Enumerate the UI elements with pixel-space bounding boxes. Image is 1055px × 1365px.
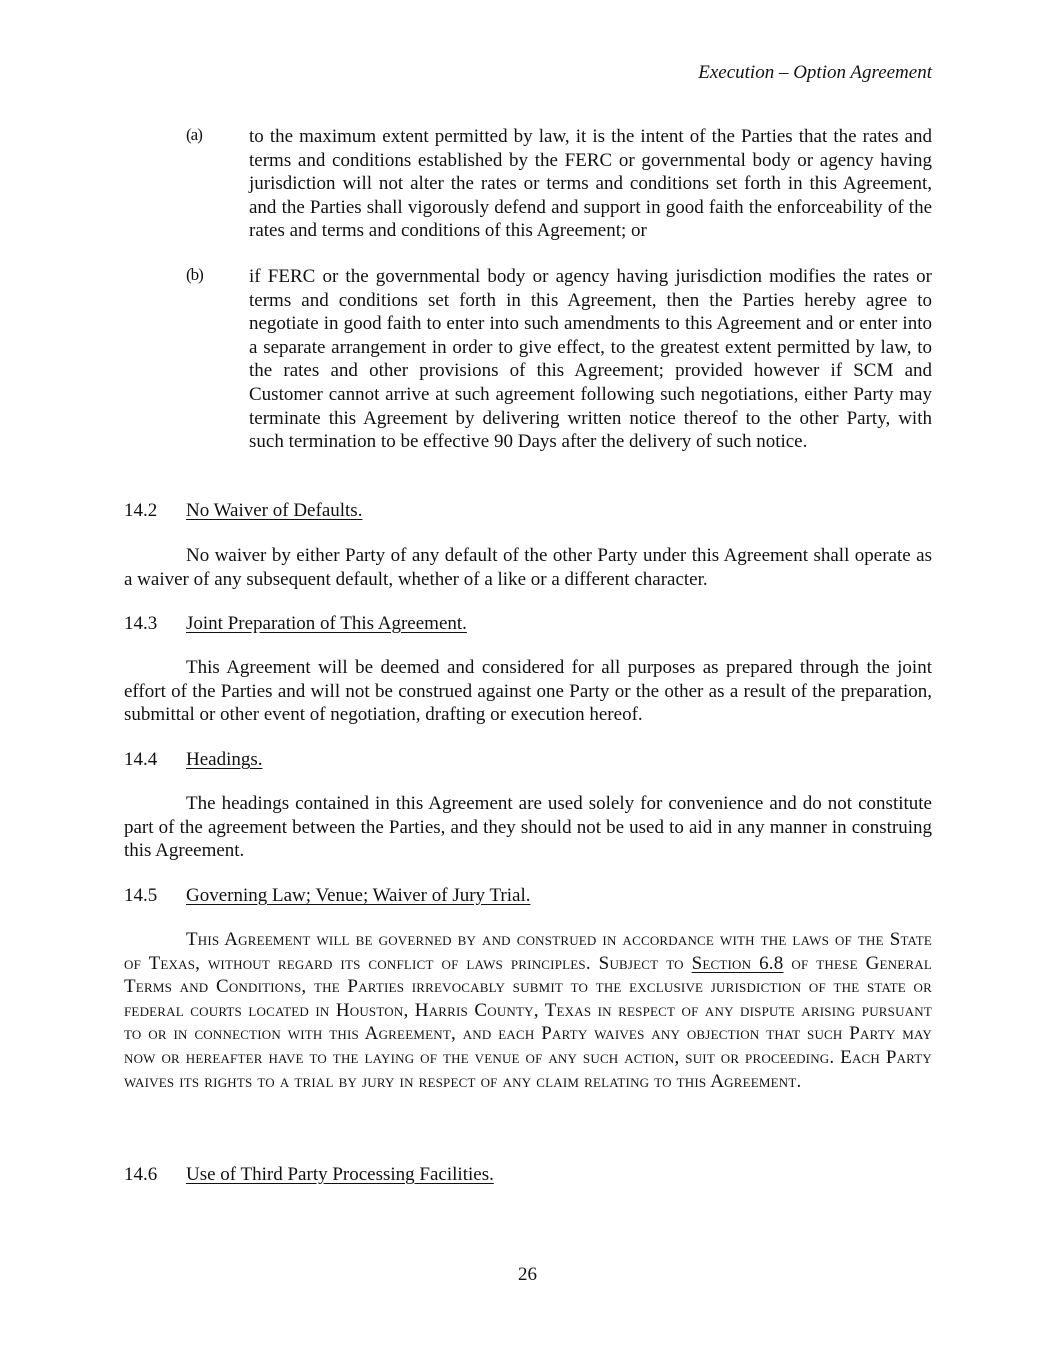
section-title: Governing Law; Venue; Waiver of Jury Trial. <box>186 885 531 906</box>
section-body-14-5 <box>124 928 932 1093</box>
section-title: Use of Third Party Processing Facilities. <box>186 1164 494 1185</box>
section-body-14-4: The headings contained in this Agreement are used solely for convenience and do not constitute part of the agreement between the Parties, and they should not be used to aid in any manner in construing this Agreement. <box>124 793 932 862</box>
body-text: of these General Terms and Conditions, the Parties irrevocably submit to the exclusive jurisdiction of the state or federal courts located in Houston, Harris County, Texas in respect of any dispute arising pursuant to or in connection with this Agreement, and each Party waives any objection that such Party may now or hereafter have to the laying of the venue of any such action, suit or proceeding. Each Party waives its rights to a trial by jury in respect of any claim relating to this Agreement. <box>124 952 932 1092</box>
subitem-label: (b) <box>186 265 203 284</box>
section-number: 14.6 <box>124 1164 158 1185</box>
section-number: 14.2 <box>124 500 158 521</box>
subitem-text: to the maximum extent permitted by law, it is the intent of the Parties that the rates and terms and conditions established by the FERC or governmental body or agency having jurisdiction will not alter the rates or terms and conditions set forth in this Agreement, and the Parties shall vigorously defend and support in good faith the enforceability of the rates and terms and conditions of this Agreement; or <box>249 126 932 242</box>
subitem-text: if FERC or the governmental body or agency having jurisdiction modifies the rates or terms and conditions set forth in this Agreement, then the Parties hereby agree to negotiate in good faith to enter into such amendments to this Agreement and or enter into a separate arrangement in order to give effect, to the greatest extent permitted by law, to the rates and other provisions of this Agreement; provided however if SCM and Customer cannot arrive at such agreement following such negotiations, either Party may terminate this Agreement by delivering written notice thereof to the other Party, with such termination to be effective 90 Days after the delivery of such notice. <box>249 266 932 453</box>
section-body-14-2: No waiver by either Party of any default of the other Party under this Agreement shall operate as a waiver of any subsequent default, whether of a like or a different character. <box>124 545 932 590</box>
section-reference-link[interactable]: Section 6.8 <box>691 952 784 974</box>
section-number: 14.3 <box>124 613 158 634</box>
page-number: 26 <box>518 1264 537 1285</box>
running-header: Execution – Option Agreement <box>698 62 932 83</box>
body-text: This Agreement will be governed by and construed in accordance with the laws of the State of Texas, without regard its conflict of laws principles. Subject to <box>124 929 932 974</box>
section-title: Headings. <box>186 749 263 770</box>
section-number: 14.5 <box>124 885 158 906</box>
section-number: 14.4 <box>124 749 158 770</box>
section-body-14-3: This Agreement will be deemed and considered for all purposes as prepared through the joint effort of the Parties and will not be construed against one Party or the other as a result of the preparation, submittal or other event of negotiation, drafting or execution hereof. <box>124 657 932 726</box>
subitem-label: (a) <box>186 125 202 144</box>
section-title: Joint Preparation of This Agreement. <box>186 613 467 634</box>
section-title: No Waiver of Defaults. <box>186 500 363 521</box>
